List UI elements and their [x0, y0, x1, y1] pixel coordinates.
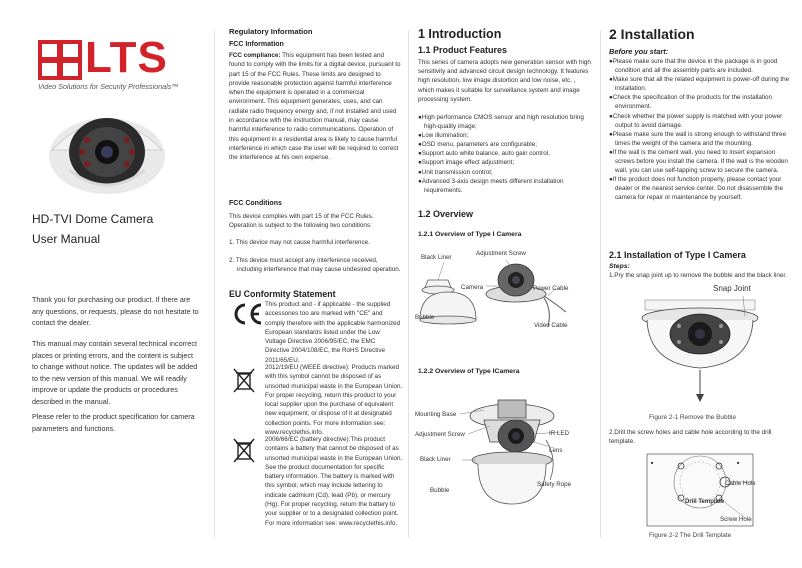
logo-square-icon [38, 40, 82, 80]
feature-item: ●High performance CMOS sensor and high resolution bring high-quality image; [418, 114, 584, 131]
label-snap-joint: Snap Joint [713, 284, 751, 293]
label-black-liner: Black Liner [420, 456, 451, 463]
product-features-list [418, 113, 592, 195]
weee-statement: 2012/19/EU (WEEE directive): Products marked with this symbol cannot be disposed of as unsorted municipal waste in the European Union. For proper recycling, return this product to your local supplier upon the purchase of equivalent new equipment, or dispose of it at designated collection points. For more information see: www.recyclethis.info. [265, 364, 403, 437]
label-black-liner: Black Liner [421, 254, 452, 261]
product-subtitle: User Manual [32, 232, 101, 246]
feature-item: ●Unit transmission control; [418, 168, 493, 176]
column-divider [408, 30, 409, 538]
introduction-heading: 1 Introduction [418, 27, 502, 41]
drill-template-title: Drill Template [685, 499, 725, 505]
precaution-item: ●If the wall is the cement wall, you need to insert expansion screws before you install the camera. If the wall is the wooden wall, you can use self-tapping screw to secure the camera. [609, 148, 788, 175]
before-you-start-heading: Before you start: [609, 47, 669, 56]
intro-paragraph-notice: This manual may contain several technical incorrect places or printing errors, and the content is subject to change without notice. The updates will be added to the new version of this manual. We will readily improve or update the products or procedures described in the manual. [32, 339, 198, 406]
label-adjustment-screw: Adjustment Screw [476, 250, 526, 257]
product-features-heading: 1.1 Product Features [418, 45, 508, 55]
precaution-item: ●Check whether the power supply is matched with your power output to avoid damage. [609, 112, 783, 129]
fcc-compliance-text: This equipment has been tested and found to comply with the limits for a digital device, pursuant to part 15 of the FCC Rules. These limits are designed to provide reasonable protection against harmful interference when the equipment is operated in a commercial environment. This equipment generates, uses, and can radiate radio frequency energy and, if not installed and used in accordance with the instruction manual, may cause harmful interference to radio communications. Operation of this equipment in a residential area is likely to cause harmful interference in which case the user will be required to correct the interference at his own expense. [229, 52, 401, 162]
eu-conformity-heading: EU Conformity Statement [229, 289, 336, 299]
label-mounting-base: Mounting Base [415, 411, 457, 418]
precaution-item: ●Please make sure that the device in the package is in good condition and all the assembly parts are included. [609, 58, 778, 75]
label-cable-hole: Cable Hole [725, 480, 756, 487]
step-2: 2.Drill the screw holes and cable hole according to the drill template. [609, 429, 772, 446]
logo-text: LTS [85, 33, 168, 82]
installation-heading: 2 Installation [609, 26, 695, 42]
fcc-heading: FCC Information [229, 41, 284, 48]
precaution-item: ●Please make sure the wall is strong enough to withstand three times the weight of the camera and the mounting. [609, 130, 787, 147]
type2-overview-heading: 1.2.2 Overview of Type ICamera [418, 368, 520, 375]
feature-item: ●OSD menu, parameters are configurable; [418, 141, 537, 149]
label-lens: Lens [549, 447, 563, 454]
label-adjustment-screw: Adjustment Screw [415, 431, 465, 438]
label-screw-hole: Screw Hole [720, 516, 752, 523]
label-power-cable: Power Cable [533, 285, 569, 292]
fcc-condition-1: 1. This device may not cause harmful interference. [229, 239, 370, 246]
figure-2-2-caption: Figure 2-2 The Drill Template [649, 532, 732, 539]
precaution-item: ●Check the specification of the products for the installation environment. [609, 94, 773, 111]
type2-camera-diagram [454, 380, 574, 510]
installation-column [605, 0, 797, 568]
before-you-start-list [609, 57, 795, 203]
intro-paragraph-thanks: Thank you for purchasing our product. If there are any questions, or requests, please do not hesitate to contact the dealer. [32, 295, 199, 327]
label-bubble: Bubble [430, 487, 450, 494]
logo-tagline: Video Solutions for Security Professionals™ [38, 82, 179, 91]
overview-heading: 1.2 Overview [418, 209, 474, 219]
steps-label: Steps: [609, 263, 630, 270]
column-divider [600, 30, 601, 538]
column-divider [214, 30, 215, 538]
feature-item: ●Support auto white balance, auto gain control, [418, 150, 550, 158]
type1-overview-heading: 1.2.1 Overview of Type I Camera [418, 231, 522, 238]
dome-camera-image [44, 100, 170, 200]
ce-statement: This product and - if applicable - the supplied accessories too are marked with "CE" and comply therefore with the applicable harmonized European standards listed under the Low Voltage Directive 2006/95/EC, the EMC Directive 2004/108/EC, the RoHS Directive 2011/65/EU. [265, 301, 401, 364]
product-title: HD-TVI Dome Camera [32, 212, 154, 226]
svg-text:■: ■ [737, 460, 740, 465]
battery-statement: 2006/66/EC (battery directive):This product contains a battery that cannot be disposed of as unsorted municipal waste in the European Union. See the product documentation for specific battery information. The battery is marked with this symbol, which may include lettering to indicate cadmium (Cd), lead (Pb), or mercury (Hg). For proper recycling, return the battery to your supplier or to a designated collection point. For more information see: www.recyclethis.info. [265, 436, 403, 527]
label-video-cable: Video Cable [534, 322, 568, 329]
figure-2-1-caption: Figure 2-1 Remove the Bubble [649, 414, 737, 421]
label-bubble: Bubble [415, 314, 435, 321]
feature-item: ●Advanced 3-axis design meets different installation requirements. [418, 177, 564, 194]
introduction-column [414, 0, 594, 568]
fcc-condition-2: 2. This device must accept any interference received, including interference that may cause undesired operation. [229, 257, 401, 274]
label-safety-rope: Safety Rope [537, 481, 572, 488]
brand-logo [38, 33, 179, 91]
label-camera: Camera [461, 284, 484, 291]
feature-item: ●Low illumination; [418, 132, 469, 140]
svg-text:■: ■ [651, 460, 654, 465]
step-1: 1.Pry the snap joint up to remove the bubble and the black liner. [609, 272, 787, 279]
fcc-compliance-label: FCC compliance: [229, 52, 281, 59]
remove-bubble-figure [635, 294, 765, 406]
intro-paragraph-specs: Please refer to the product specification for camera parameters and functions. [32, 412, 195, 433]
feature-item: ●Support image effect adjustment; [418, 159, 515, 167]
regulatory-column [225, 0, 403, 568]
fcc-conditions-heading: FCC Conditions [229, 200, 282, 207]
fcc-compliance-paragraph [229, 51, 401, 163]
install-type1-heading: 2.1 Installation of Type I Camera [609, 250, 746, 260]
precaution-item: ●Make sure that all the related equipment is power-off during the installation. [609, 76, 790, 93]
fcc-conditions-intro: This device complies with part 15 of the FCC Rules. Operation is subject to the following two conditions: [229, 213, 374, 230]
cover-column [0, 0, 210, 568]
product-features-text: This series of camera adopts new generation sensor with high sensitivity and advanced circuit design technology. It features high resolution, low image distortion and low noise, etc. , which makes it suitable for surveillance system and image processing system. [418, 59, 591, 103]
regulatory-heading: Regulatory Information [229, 27, 313, 36]
label-ir-led: IR LED [549, 430, 569, 437]
precaution-item: ●If the product does not function properly, please contact your dealer or the nearest service center. Do not disassemble the camera for repair or maintenance by yourself. [609, 176, 784, 202]
